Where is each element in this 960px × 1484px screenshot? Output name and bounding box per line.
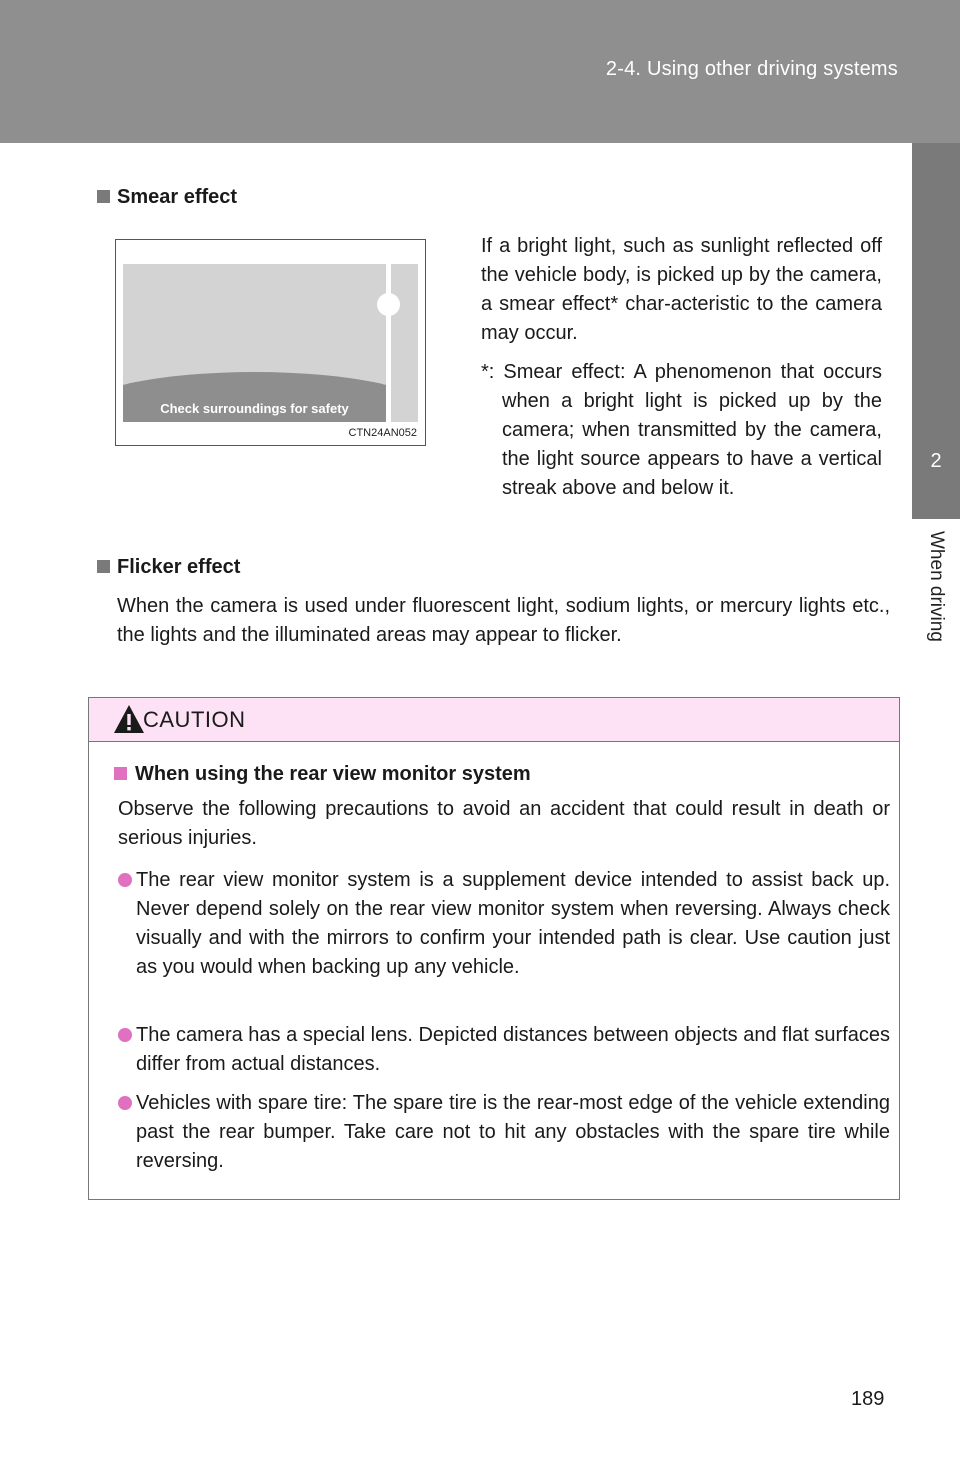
page-header bbox=[0, 0, 960, 143]
figure-code: CTN24AN052 bbox=[348, 427, 417, 439]
smear-heading-text: Smear effect bbox=[117, 186, 238, 208]
bullet-dot-icon bbox=[118, 1028, 132, 1042]
caution-subheading-text: When using the rear view monitor system bbox=[135, 763, 531, 785]
warning-triangle-icon bbox=[113, 704, 145, 734]
chapter-number: 2 bbox=[930, 450, 942, 472]
caution-bullet-text: Vehicles with spare tire: The spare tire is the rear-most edge of the vehicle extending past the rear bumper. Take care not to hit any obstacles with the spare tire while reversing. bbox=[136, 1092, 890, 1172]
chapter-number-tab bbox=[912, 376, 960, 519]
chapter-label: When driving bbox=[926, 531, 947, 642]
streak-panel bbox=[391, 264, 418, 422]
smear-effect-figure bbox=[115, 239, 426, 446]
square-bullet-icon bbox=[97, 560, 110, 573]
caution-subheading bbox=[114, 763, 531, 786]
chapter-tab-strip bbox=[912, 143, 960, 1484]
page-number: 189 bbox=[851, 1388, 885, 1410]
caution-title: CAUTION bbox=[143, 707, 246, 732]
caution-bullet bbox=[118, 866, 890, 982]
caution-bullet bbox=[118, 1021, 890, 1079]
caution-bullet-text: The rear view monitor system is a supplement device intended to assist back up. Never depend solely on the rear view monitor system when reversing. Always check visually and with the mirrors to confirm your intended path is clear. Use caution just as you would when backing up any vehicle. bbox=[136, 869, 890, 978]
caution-box bbox=[88, 697, 900, 1200]
vertical-streak-line bbox=[387, 264, 390, 422]
square-bullet-icon bbox=[114, 767, 127, 780]
smear-description: If a bright light, such as sunlight reflected off the vehicle body, is picked up by the camera, a smear effect* char-acteristic to the camera may occur. bbox=[481, 235, 882, 344]
smear-footnote: *: Smear effect: A phenomenon that occurs when a bright light is picked up by the camera; when transmitted by the camera, the light source appears to have a vertical streak above and below it. bbox=[481, 361, 882, 499]
caution-header bbox=[89, 698, 899, 742]
flicker-effect-heading bbox=[97, 556, 240, 579]
chapter-label-tab bbox=[912, 519, 960, 659]
bullet-dot-icon bbox=[118, 873, 132, 887]
flicker-heading-text: Flicker effect bbox=[117, 556, 241, 578]
caution-intro: Observe the following precautions to avoid an accident that could result in death or serious injuries. bbox=[118, 798, 890, 849]
caution-bullet bbox=[118, 1089, 890, 1176]
section-title: 2-4. Using other driving systems bbox=[605, 58, 898, 80]
smear-effect-heading bbox=[97, 186, 237, 209]
screen-label: Check surroundings for safety bbox=[160, 401, 349, 416]
bullet-dot-icon bbox=[118, 1096, 132, 1110]
square-bullet-icon bbox=[97, 190, 110, 203]
chapter-tab-upper bbox=[912, 143, 960, 376]
flicker-description: When the camera is used under fluorescent light, sodium lights, or mercury lights etc., the lights and the illuminated areas may appear to flicker. bbox=[117, 595, 890, 646]
caution-bullet-text: The camera has a special lens. Depicted distances between objects and flat surfaces differ from actual distances. bbox=[136, 1024, 890, 1075]
bright-light-source bbox=[377, 293, 400, 316]
monitor-screen bbox=[123, 264, 386, 422]
